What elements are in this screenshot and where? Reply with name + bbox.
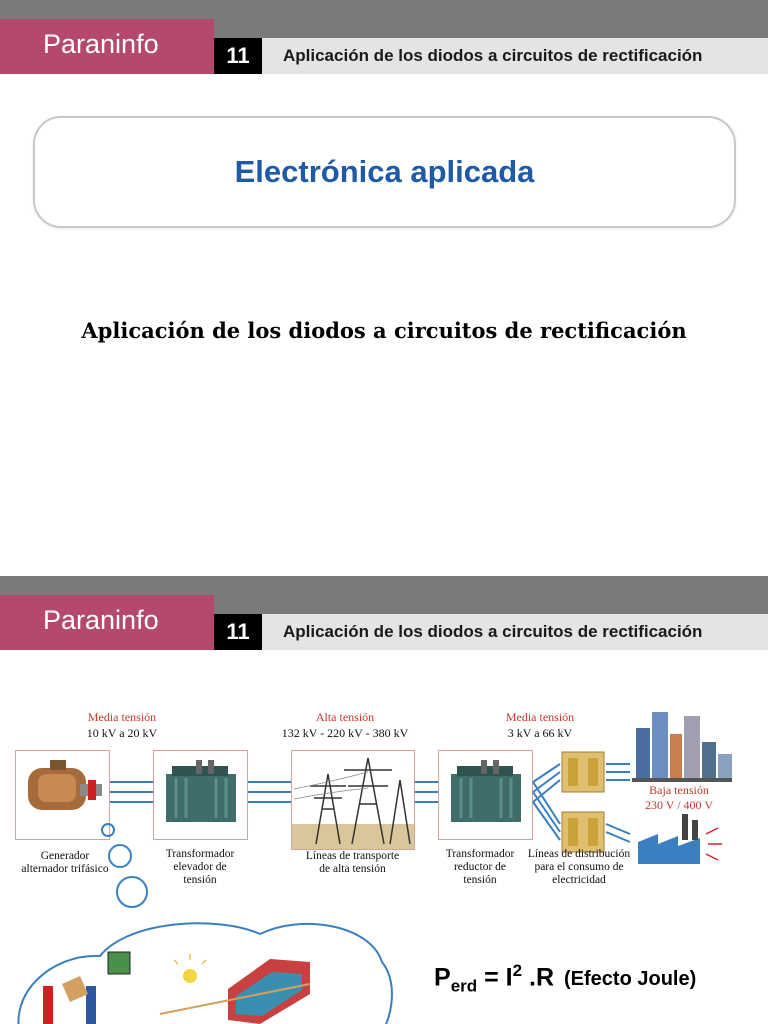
- step-up-caption-line-3: tensión: [183, 874, 217, 886]
- formula-superscript: 2: [512, 961, 523, 980]
- alta-tension-label: Alta tensión: [315, 710, 375, 724]
- chapter-title: Aplicación de los diodos a circuitos de rectificación: [283, 46, 703, 65]
- slide-2: [0, 576, 768, 1024]
- alta-tension-value: 132 kV - 220 kV - 380 kV: [281, 726, 409, 740]
- generator-caption: [10, 850, 120, 876]
- distribution-caption-line-2: para el consumo de: [534, 861, 624, 873]
- step-up-caption-line-2: elevador de: [173, 861, 227, 873]
- transmission-caption-line-2: de alta tensión: [319, 863, 386, 875]
- step-up-caption-line-1: Transformador: [165, 848, 235, 860]
- formula-note: (Efecto Joule): [564, 968, 697, 991]
- distribution-caption: [520, 848, 638, 887]
- city-buildings-icon: [632, 712, 732, 782]
- formula-equals-i: = I: [477, 963, 513, 992]
- chapter-number: 11: [214, 38, 262, 74]
- slide-header: [0, 576, 768, 650]
- step-up-transformer-icon: [166, 760, 236, 822]
- title-box: [33, 116, 736, 228]
- baja-tension-label: Baja tensión: [649, 783, 709, 797]
- chapter-title: Aplicación de los diodos a circuitos de rectificación: [283, 622, 703, 641]
- joule-formula: [434, 961, 696, 996]
- step-down-caption-line-1: Transformador: [445, 848, 515, 860]
- baja-tension-value: 230 V / 400 V: [644, 798, 713, 812]
- step-down-caption-line-2: reductor de: [453, 861, 507, 873]
- distribution-caption-line-3: electricidad: [552, 874, 606, 886]
- step-up-caption: [150, 848, 250, 887]
- distribution-caption-line-1: Líneas de distribución: [527, 848, 631, 860]
- chapter-number: 11: [214, 614, 262, 650]
- slide-subtitle: Aplicación de los diodos a circuitos de rectificación: [81, 318, 687, 343]
- brand-label: Paraninfo: [0, 19, 214, 74]
- media-tension-value-1: 10 kV a 20 kV: [86, 726, 158, 740]
- generator-principle-icon: [43, 952, 310, 1024]
- generator-caption-line-2: alternador trifásico: [21, 863, 109, 875]
- formula-p: P: [434, 963, 451, 992]
- transmission-tower-icon: [292, 758, 414, 849]
- step-down-transformer-icon: [451, 760, 521, 822]
- step-down-caption: [430, 848, 530, 887]
- brand-label: Paraninfo: [0, 595, 214, 650]
- media-tension-label-1: Media tensión: [87, 710, 157, 724]
- transmission-caption-line-1: Líneas de transporte: [305, 850, 400, 862]
- generator-caption-line-1: Generador: [40, 850, 90, 862]
- distribution-transformer-icon: [562, 752, 604, 852]
- media-tension-label-2: Media tensión: [505, 710, 575, 724]
- media-tension-value-2: 3 kV a 66 kV: [507, 726, 573, 740]
- slide-title: Electrónica aplicada: [234, 154, 535, 189]
- generator-icon: [28, 760, 102, 810]
- formula-subscript: erd: [450, 976, 478, 996]
- factory-icon: [638, 814, 722, 864]
- slide-header: [0, 0, 768, 74]
- formula-r: .R: [522, 963, 555, 992]
- step-down-caption-line-3: tensión: [463, 874, 497, 886]
- transmission-caption: [285, 850, 420, 876]
